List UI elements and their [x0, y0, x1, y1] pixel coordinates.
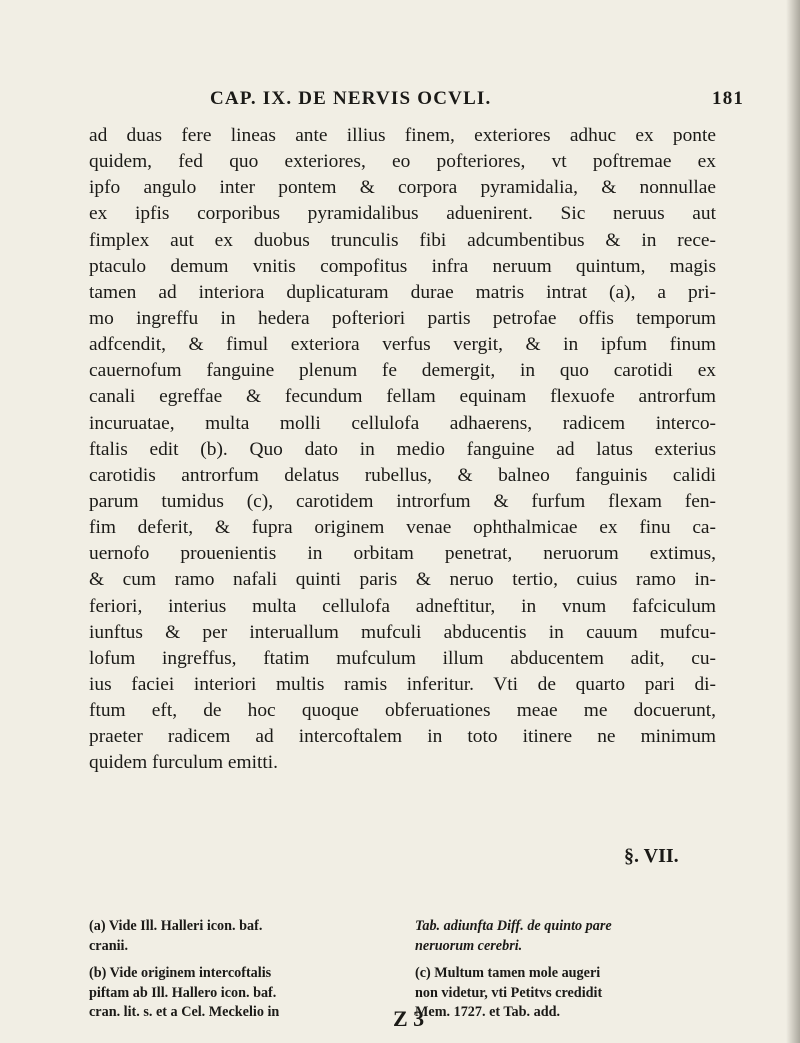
text-line: fimplex aut ex duobus trunculis fibi adcumbentibus & in rece-: [89, 229, 716, 251]
text-line: feriori, interius multa cellulofa adneftitur, in vnum fafciculum: [89, 595, 716, 617]
text-line: praeter radicem ad intercoftalem in toto itinere ne minimum: [89, 726, 716, 748]
footnote-column-left: [89, 917, 399, 1023]
text-line: ius faciei interiori multis ramis inferitur. Vti de quarto pari di-: [89, 673, 716, 695]
text-line: parum tumidus (c), carotidem introrfum & furfum flexam fen-: [89, 490, 716, 512]
text-line: & cum ramo nafali quinti paris & neruo tertio, cuius ramo in-: [89, 569, 716, 591]
text-line: fim deferit, & fupra originem venae ophthalmicae ex finu ca-: [89, 517, 716, 539]
text-line: ftalis edit (b). Quo dato in medio fanguine ad latus exterius: [89, 438, 716, 460]
running-title: CAP. IX. DE NERVIS OCVLI.: [210, 88, 492, 109]
text-line: carotidis antrorfum delatus rubellus, & balneo fanguinis calidi: [89, 464, 716, 486]
footnote-line: Tab. adiunfta Diff. de quinto pare: [415, 918, 612, 934]
footnote-line: (a) Vide Ill. Halleri icon. baf.: [89, 918, 263, 934]
text-line: ad duas fere lineas ante illius finem, exteriores adhuc ex ponte: [89, 125, 716, 146]
text-line: ptaculo demum vnitis compofitus infra neruum quintum, magis: [89, 255, 716, 277]
text-line: adfcendit, & fimul exteriora verfus vergit, & in ipfum finum: [89, 334, 716, 356]
footnote-column-right: [415, 917, 725, 1023]
text-line: ftum eft, de hoc quoque obferuationes meae me docuerunt,: [89, 700, 716, 722]
text-line: quidem, fed quo exteriores, eo pofteriores, vt poftremae ex: [89, 151, 716, 173]
footnote-line: (b) Vide originem intercoftalis: [89, 965, 272, 982]
text-line: uernofo prouenientis in orbitam penetrat, neruorum extimus,: [89, 543, 716, 565]
footnote-line: non videtur, vti Petitvs credidit: [415, 984, 603, 1001]
footnote-line: cranii.: [89, 937, 129, 954]
footnote-line: (c) Multum tamen mole augeri: [415, 965, 601, 982]
text-line-last: quidem furculum emitti.: [89, 752, 279, 774]
footnote-line: Mem. 1727. et Tab. add.: [415, 1004, 561, 1021]
text-line: incuruatae, multa molli cellulofa adhaerens, radicem interco-: [89, 412, 716, 434]
text-line: cauernofum fanguine plenum fe demergit, in quo carotidi ex: [89, 360, 716, 382]
page-number: 181: [712, 88, 745, 109]
signature-mark: Z 3: [393, 1006, 425, 1031]
body-paragraph: [89, 123, 716, 777]
section-heading: §. VII.: [624, 845, 679, 867]
page-edge-shadow: [786, 0, 800, 1043]
text-line: lofum ingreffus, ftatim mufculum illum abducentem adit, cu-: [89, 647, 716, 669]
text-line: iunftus & per interuallum mufculi abducentis in cauum mufcu-: [89, 621, 716, 643]
footnote-line: neruorum cerebri.: [415, 937, 523, 954]
footnote-line: cran. lit. s. et a Cel. Meckelio in: [89, 1004, 280, 1021]
text-line: mo ingreffu in hedera pofteriori partis petrofae offis temporum: [89, 307, 716, 329]
text-line: canali egreffae & fecundum fellam equinam flexuofe antrorfum: [89, 386, 716, 408]
text-line: tamen ad interiora duplicaturam durae matris intrat (a), a pri-: [89, 281, 716, 303]
footnote-line: piftam ab Ill. Hallero icon. baf.: [89, 984, 277, 1001]
text-line: ipfo angulo inter pontem & corpora pyramidalia, & nonnullae: [89, 177, 716, 199]
text-line: ex ipfis corporibus pyramidalibus aduenirent. Sic neruus aut: [89, 203, 716, 225]
